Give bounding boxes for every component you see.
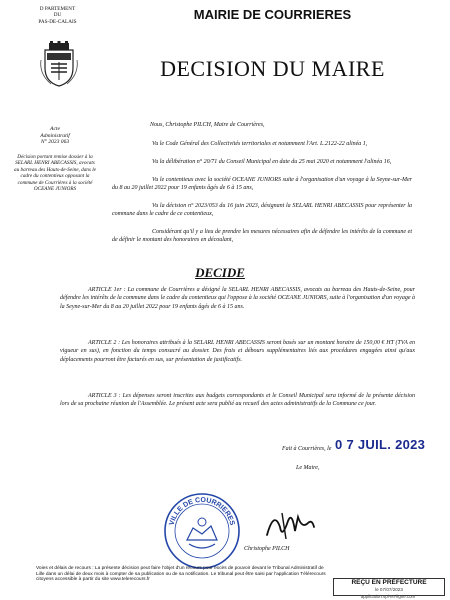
vu-2: Vu la délibération n° 20/71 du Conseil Municipal en date du 25 mai 2020 et notamment l'alinéa 16, (152, 159, 392, 165)
vu-4: Vu la décision n° 2023/053 du 16 juin 2023, désignant la SELARL HENRI ABECASSIS pour représenter la commune dans le cadre de ce contentieux, (112, 203, 412, 218)
coat-of-arms-icon (39, 40, 79, 88)
article-2: ARTICLE 2 : Les honoraires attribués à la SELARL HENRI ABECASSIS seront basés sur un montant horaire de 150,00 € HT (TVA en vigueur en sus), en fonction du temps consacré au dossier. Des frais et débours supplémentaires liés aux procédures engagées ainsi qu'aux déplacements pourront être facturés en sus, sur présentation de justificatifs. (60, 340, 415, 363)
acte-number: N° 2023 063 (40, 139, 70, 146)
article-3: ARTICLE 3 : Les dépenses seront inscrites aux budgets correspondants et le Conseil Municipal sera informé de la présente décision lors de sa prochaine réunion de l'Assemblée. Le présent acte sera publié au recueil des actes administratifs de la Commune ce jour. (60, 393, 415, 408)
vu-3: Vu le contentieux avec la société OCEANE JUNIORS suite à l'organisation d'un voyage à la Seyne-sur-Mer du 8 au 20 juillet 2022 pour 19 enfants âgés de 6 à 15 ans, (112, 177, 412, 192)
decision-title: DECISION DU MAIRE (160, 56, 385, 81)
received-date: le 07/07/2023 (375, 587, 403, 592)
decision-summary: Décision portant remise dossier à la SELARL HENRI ABECASSIS, avocats au barreau des Hauts-de-Seine, dans le cadre du contentieux opposant la commune de Courrières à la société OCEANE JUNIORS (14, 154, 96, 193)
mayor-signature (262, 505, 317, 545)
acte-label: Acte (50, 126, 60, 132)
mayor-name: Christophe PILCH (244, 546, 290, 552)
decide-heading: DECIDE (195, 265, 245, 280)
date-stamp: 0 7 JUIL. 2023 (335, 437, 426, 452)
dept-line-3: PAS-DE-CALAIS (38, 18, 77, 25)
intro-line: Nous, Christophe PILCH, Maire de Courrières, (150, 122, 265, 128)
le-maire: Le Maire, (296, 465, 320, 471)
article-1: ARTICLE 1er : La commune de Courrières a désigné la SELARL HENRI ABECASSIS, avocats au barreau des Hauts-de-Seine, pour défendre les intérêts de la commune dans le cadre du contentieux qui l'oppose à la société OCEANE JUNIORS, suite à l'organisation d'un voyage à la Seyne-sur-Mer du 8 au 20 juillet 2022 pour 19 enfants âgés de 6 à 15 ans. (60, 287, 415, 310)
vu-1: Vu le Code Général des Collectivités territoriales et notamment l'Art. L.2122-22 alinéa 1, (152, 141, 368, 147)
recourse-footer: Voies et délais de recours : La présente décision peut faire l'objet d'un recours pour excès de pouvoir devant le Tribunal Administratif de Lille dans un délai de deux mois à compter de sa publication ou de sa notification. Le tribunal peut être saisi par l'application Télérecours citoyens accessible à partir du site www.telerecours.fr (36, 566, 326, 583)
stamp-text: VILLE DE COURRIERES (168, 496, 236, 527)
mairie-title: MAIRIE DE COURRIERES (193, 7, 352, 22)
dept-line-2: DU (53, 12, 62, 19)
received-url: application.spl-en-ligne.com (360, 594, 416, 599)
considerant: Considérant qu'il y a lieu de prendre les mesures nécessaires afin de défendre les intérêts de la commune et de définir le montant des honoraires en découlant, (112, 229, 412, 244)
fait-a: Fait à Courrières, le (282, 446, 332, 452)
town-seal-stamp (163, 492, 241, 570)
acte-type: Administratif (40, 132, 70, 139)
department-header (15, 6, 100, 25)
received-label: REÇU EN PRÉFECTURE (351, 579, 427, 586)
dept-line-1: D PARTEMENT (39, 6, 76, 12)
acte-block (20, 126, 90, 146)
